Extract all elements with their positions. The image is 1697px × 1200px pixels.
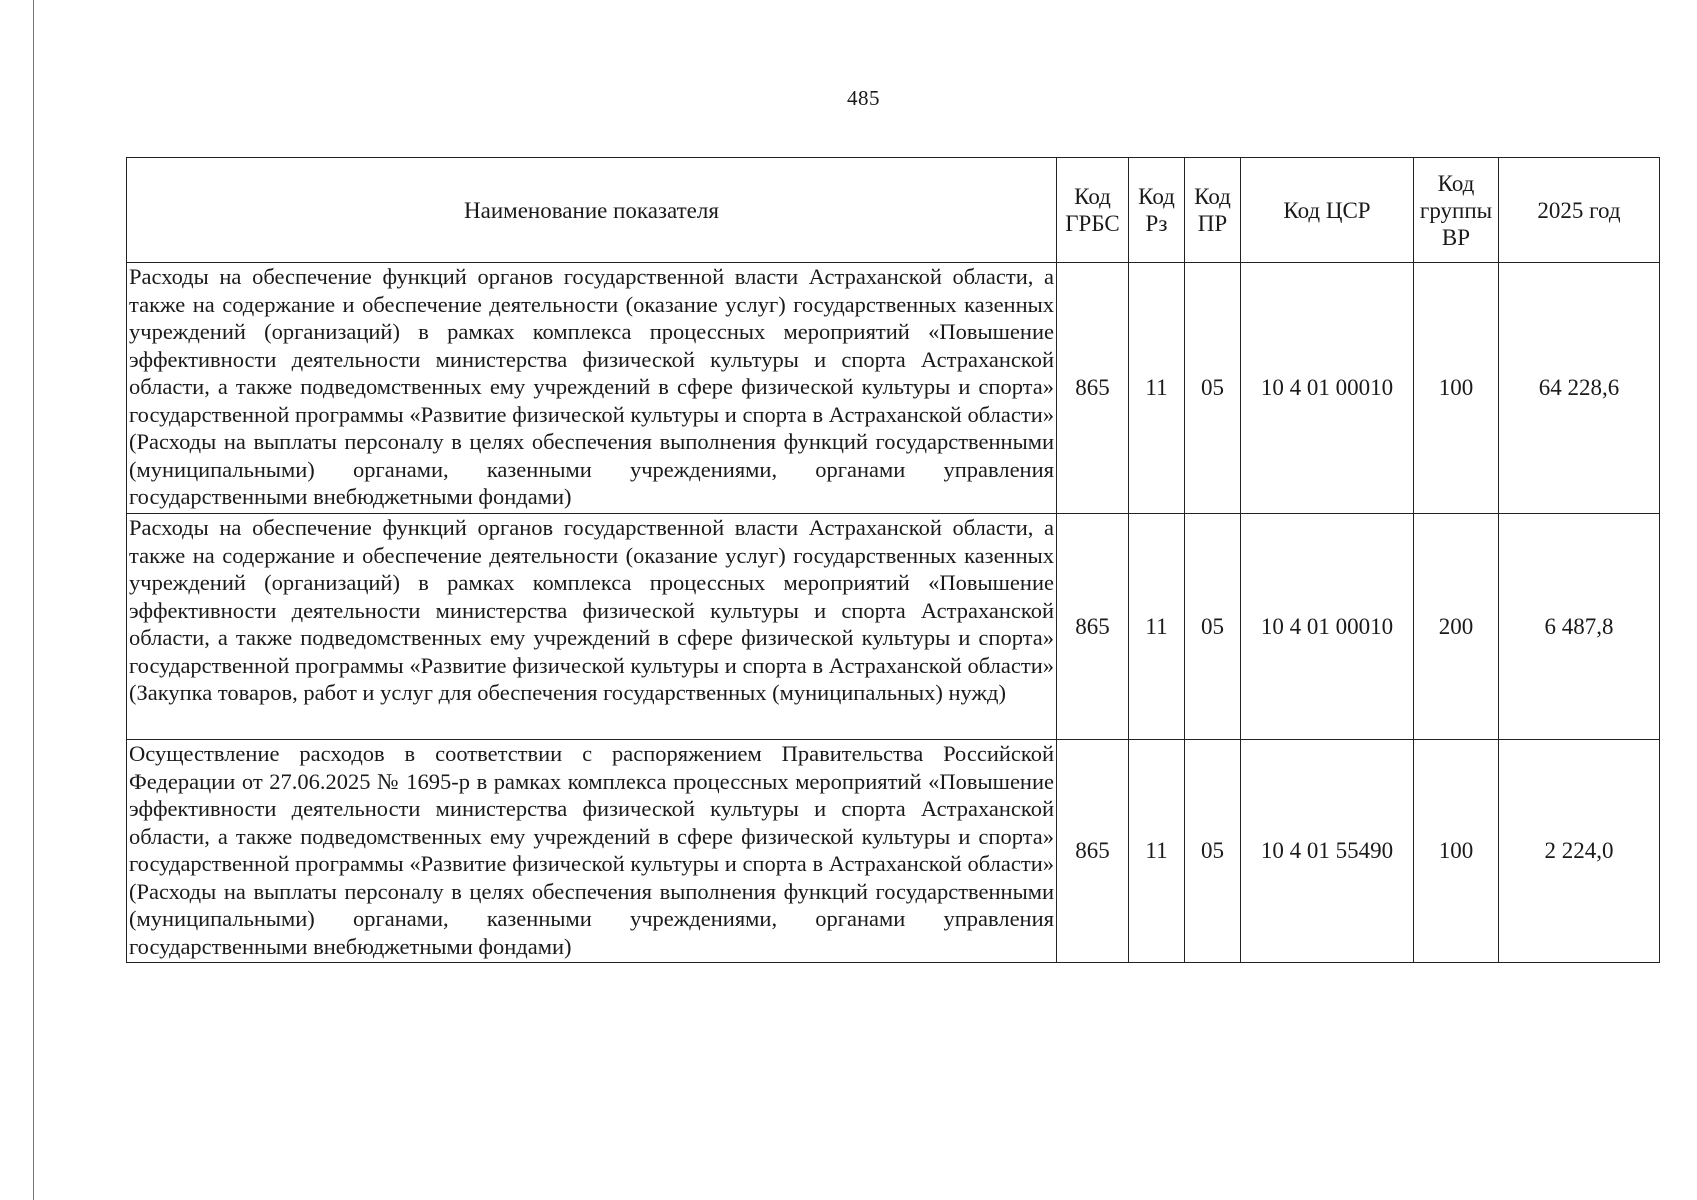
rz-code-cell: 11 xyxy=(1129,740,1185,963)
pr-code-cell: 05 xyxy=(1185,514,1241,740)
indicator-name-cell: Расходы на обеспечение функций органов государственной власти Астраханской области, а также на содержание и обеспечение деятельности (оказание услуг) государственных казенных учреждений (организаций) в рамках комплекса процессных мероприятий «Повышение эффективности деятельности министерства физической культуры и спорта Астраханской области, а также подведомственных ему учреждений в сфере физической культуры и спорта» государственной программы «Развитие физической культуры и спорта в Астраханской области» (Расходы на выплаты персоналу в целях обеспечения выполнения функций государственными (муниципальными) органами, казенными учреждениями, органами управления государственными внебюджетными фондами) xyxy=(127,263,1057,514)
header-vr-group-code: Код группы ВР xyxy=(1414,158,1499,263)
rz-code-cell: 11 xyxy=(1129,263,1185,514)
vr-group-code-cell: 100 xyxy=(1414,740,1499,963)
csr-code-cell: 10 4 01 00010 xyxy=(1241,514,1414,740)
indicator-name-cell: Расходы на обеспечение функций органов государственной власти Астраханской области, а также на содержание и обеспечение деятельности (оказание услуг) государственных казенных учреждений (организаций) в рамках комплекса процессных мероприятий «Повышение эффективности деятельности министерства физической культуры и спорта Астраханской области, а также подведомственных ему учреждений в сфере физической культуры и спорта» государственной программы «Развитие физической культуры и спорта в Астраханской области» (Закупка товаров, работ и услуг для обеспечения государственных (муниципальных) нужд) xyxy=(127,514,1057,740)
vr-group-code-cell: 100 xyxy=(1414,263,1499,514)
table-row xyxy=(127,740,1660,963)
table-row xyxy=(127,263,1660,514)
grbs-code-cell: 865 xyxy=(1057,263,1129,514)
pr-code-cell: 05 xyxy=(1185,740,1241,963)
rz-code-cell: 11 xyxy=(1129,514,1185,740)
table-header-row xyxy=(127,158,1660,263)
header-indicator-name: Наименование показателя xyxy=(127,158,1057,263)
table-row xyxy=(127,514,1660,740)
header-pr-code: Код ПР xyxy=(1185,158,1241,263)
amount-2025-cell: 6 487,8 xyxy=(1499,514,1660,740)
csr-code-cell: 10 4 01 55490 xyxy=(1241,740,1414,963)
budget-expenditure-table xyxy=(126,157,1660,963)
indicator-name-cell: Осуществление расходов в соответствии с распоряжением Правительства Российской Федерации от 27.06.2025 № 1695-р в рамках комплекса процессных мероприятий «Повышение эффективности деятельности министерства физической культуры и спорта Астраханской области, а также подведомственных ему учреждений в сфере физической культуры и спорта» государственной программы «Развитие физической культуры и спорта в Астраханской области» (Расходы на выплаты персоналу в целях обеспечения выполнения функций государственными (муниципальными) органами, казенными учреждениями, органами управления государственными внебюджетными фондами) xyxy=(127,740,1057,963)
pr-code-cell: 05 xyxy=(1185,263,1241,514)
vr-group-code-cell: 200 xyxy=(1414,514,1499,740)
csr-code-cell: 10 4 01 00010 xyxy=(1241,263,1414,514)
binding-margin-line xyxy=(33,0,34,1200)
amount-2025-cell: 2 224,0 xyxy=(1499,740,1660,963)
amount-2025-cell: 64 228,6 xyxy=(1499,263,1660,514)
page-number: 485 xyxy=(847,86,880,110)
grbs-code-cell: 865 xyxy=(1057,514,1129,740)
header-csr-code: Код ЦСР xyxy=(1241,158,1414,263)
header-year-2025: 2025 год xyxy=(1499,158,1660,263)
grbs-code-cell: 865 xyxy=(1057,740,1129,963)
header-grbs-code: Код ГРБС xyxy=(1057,158,1129,263)
header-rz-code: Код Рз xyxy=(1129,158,1185,263)
